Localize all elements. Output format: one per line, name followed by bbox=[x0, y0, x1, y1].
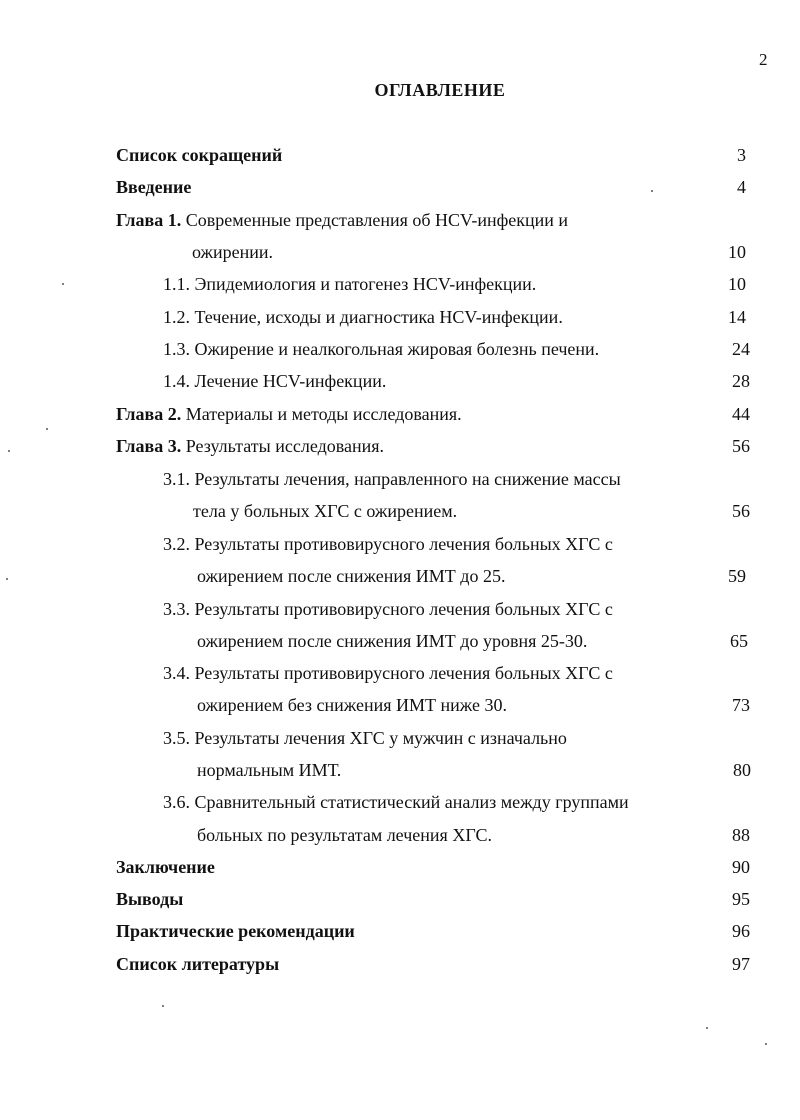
toc-entry-label: 1.4. Лечение HCV-инфекции. bbox=[163, 371, 387, 391]
toc-entry-label: Введение bbox=[116, 177, 192, 197]
toc-entry-section-3-3 bbox=[163, 596, 613, 622]
toc-entry-page: 90 bbox=[732, 857, 750, 877]
toc-entry-page: 10 bbox=[728, 242, 746, 262]
toc-entry-label: 3.5. Результаты лечения ХГС у мужчин с изначально bbox=[163, 728, 567, 748]
toc-entry-section-3-2 bbox=[163, 531, 613, 557]
toc-entry-continuation bbox=[197, 692, 507, 718]
toc-entry-page: 14 bbox=[728, 307, 746, 327]
toc-entry-label: 3.3. Результаты противовирусного лечения больных ХГС с bbox=[163, 599, 613, 619]
scan-speck bbox=[6, 578, 8, 580]
scan-speck bbox=[651, 190, 653, 192]
toc-entry-label: Материалы и методы исследования. bbox=[181, 404, 462, 424]
toc-entry-page: 28 bbox=[732, 371, 750, 391]
toc-entry-label: тела у больных ХГС с ожирением. bbox=[193, 501, 458, 521]
page-number: 2 bbox=[759, 50, 768, 69]
toc-entry-label: Современные представления об HCV-инфекции и bbox=[181, 210, 569, 230]
toc-entry-continuation bbox=[197, 628, 587, 654]
toc-entry-page: 73 bbox=[732, 695, 750, 715]
toc-entry-chapter-1 bbox=[116, 207, 568, 233]
toc-entry-label: 1.2. Течение, исходы и диагностика HCV-инфекции. bbox=[163, 307, 563, 327]
toc-entry-section-1-2 bbox=[163, 304, 563, 330]
toc-entry-section-1-4 bbox=[163, 368, 386, 394]
toc-entry-label: нормальным ИМТ. bbox=[197, 760, 342, 780]
toc-entry-page: 4 bbox=[737, 177, 746, 197]
toc-entry-chapter-2 bbox=[116, 401, 462, 427]
toc-entry-page: 44 bbox=[732, 404, 750, 424]
toc-entry-page: 95 bbox=[732, 889, 750, 909]
toc-entry-label: ожирением после снижения ИМТ до уровня 25-30. bbox=[197, 631, 588, 651]
toc-entry-label: 3.6. Сравнительный статистический анализ между группами bbox=[163, 792, 629, 812]
toc-entry-page: 88 bbox=[732, 825, 750, 845]
toc-entry-label: больных по результатам лечения ХГС. bbox=[197, 825, 492, 845]
toc-entry-section-3-5 bbox=[163, 725, 567, 751]
toc-entry-label: Список литературы bbox=[116, 954, 280, 974]
toc-entry-page: 97 bbox=[732, 954, 750, 974]
toc-entry-page: 56 bbox=[732, 501, 750, 521]
toc-entry-references bbox=[116, 951, 279, 977]
toc-entry-label: Результаты исследования. bbox=[181, 436, 385, 456]
toc-chapter-prefix: Глава 3. bbox=[116, 436, 182, 456]
toc-entry-continuation bbox=[197, 563, 505, 589]
toc-entry-label: Заключение bbox=[116, 857, 215, 877]
toc-entry-recommendations bbox=[116, 918, 355, 944]
toc-entry-abbreviations bbox=[116, 142, 282, 168]
toc-chapter-prefix: Глава 1. bbox=[116, 210, 182, 230]
toc-chapter-prefix: Глава 2. bbox=[116, 404, 182, 424]
toc-entry-continuation bbox=[192, 239, 273, 265]
scan-speck bbox=[765, 1043, 767, 1045]
toc-entry-label: Практические рекомендации bbox=[116, 921, 355, 941]
toc-entry-findings bbox=[116, 886, 183, 912]
toc-entry-label: 3.4. Результаты противовирусного лечения больных ХГС с bbox=[163, 663, 613, 683]
toc-entry-introduction bbox=[116, 174, 191, 200]
scan-speck bbox=[162, 1005, 164, 1007]
toc-entry-page: 96 bbox=[732, 921, 750, 941]
toc-title: ОГЛАВЛЕНИЕ bbox=[374, 80, 506, 100]
toc-entry-section-3-4 bbox=[163, 660, 613, 686]
toc-entry-continuation bbox=[193, 498, 457, 524]
toc-entry-section-3-6 bbox=[163, 789, 629, 815]
toc-entry-label: 3.1. Результаты лечения, направленного на снижение массы bbox=[163, 469, 621, 489]
toc-entry-page: 3 bbox=[737, 145, 746, 165]
toc-entry-conclusion bbox=[116, 854, 215, 880]
toc-entry-label: ожирении. bbox=[192, 242, 274, 262]
toc-entry-continuation bbox=[197, 822, 492, 848]
toc-entry-label: Список сокращений bbox=[116, 145, 283, 165]
toc-entry-page: 65 bbox=[730, 631, 748, 651]
toc-entry-section-1-1 bbox=[163, 271, 536, 297]
toc-entry-label: Выводы bbox=[116, 889, 184, 909]
toc-entry-continuation bbox=[197, 757, 341, 783]
scan-speck bbox=[8, 450, 10, 452]
toc-entry-label: 1.3. Ожирение и неалкогольная жировая болезнь печени. bbox=[163, 339, 600, 359]
toc-entry-section-1-3 bbox=[163, 336, 599, 362]
toc-entry-chapter-3 bbox=[116, 433, 384, 459]
scan-speck bbox=[706, 1027, 708, 1029]
toc-entry-page: 24 bbox=[732, 339, 750, 359]
toc-entry-page: 80 bbox=[733, 760, 751, 780]
toc-entry-label: 1.1. Эпидемиология и патогенез HCV-инфекции. bbox=[163, 274, 537, 294]
toc-entry-label: ожирением без снижения ИМТ ниже 30. bbox=[197, 695, 507, 715]
toc-entry-page: 56 bbox=[732, 436, 750, 456]
toc-entry-label: ожирением после снижения ИМТ до 25. bbox=[197, 566, 506, 586]
toc-entry-page: 59 bbox=[728, 566, 746, 586]
toc-entry-label: 3.2. Результаты противовирусного лечения больных ХГС с bbox=[163, 534, 613, 554]
toc-entry-section-3-1 bbox=[163, 466, 621, 492]
scan-speck bbox=[46, 428, 48, 430]
toc-entry-page: 10 bbox=[728, 274, 746, 294]
scan-speck bbox=[62, 283, 64, 285]
